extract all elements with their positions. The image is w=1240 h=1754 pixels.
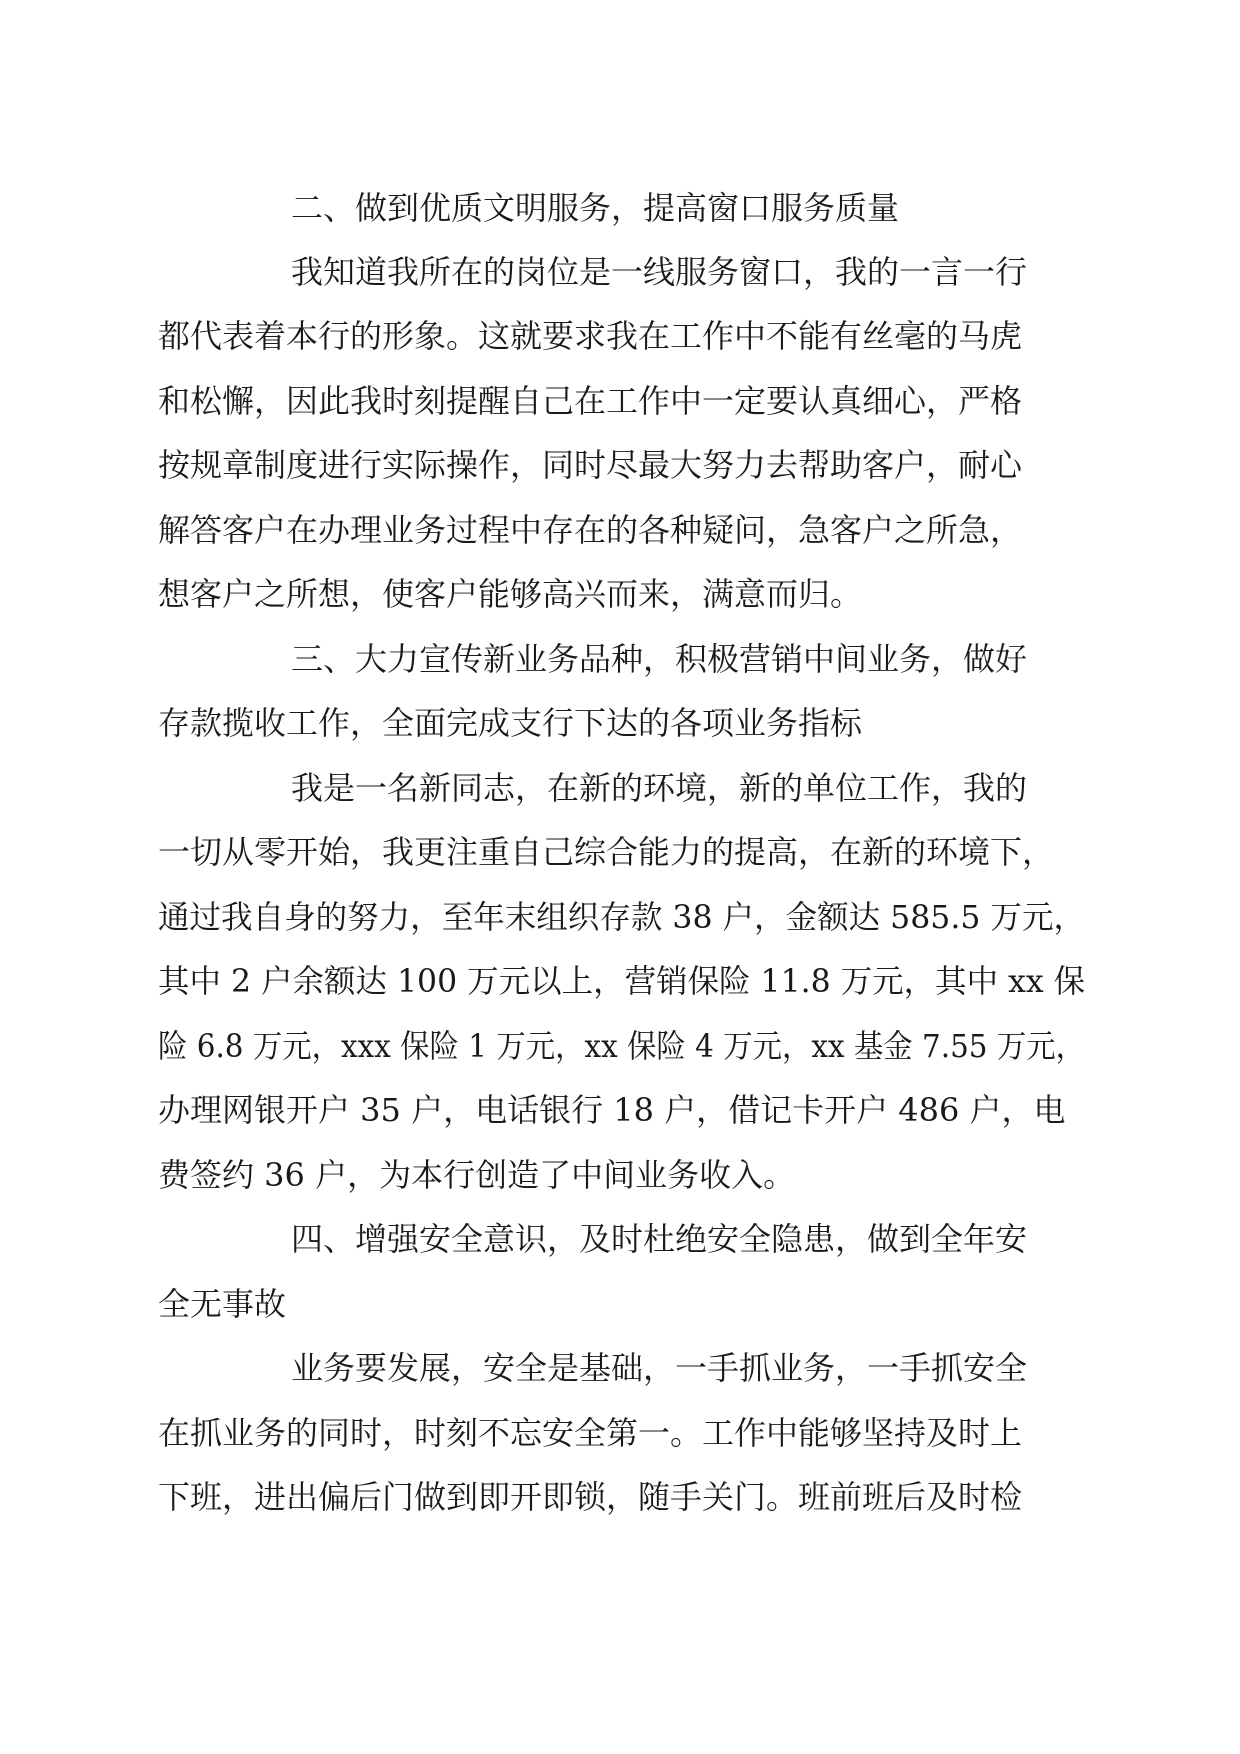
text-line: 险 6.8 万元，xxx 保险 1 万元，xx 保险 4 万元，xx 基金 7.55 万元， <box>158 1027 1086 1065</box>
text-line: 存款揽收工作，全面完成支行下达的各项业务指标 <box>158 704 863 742</box>
text-line: 二、做到优质文明服务，提高窗口服务质量 <box>291 189 900 227</box>
paragraph-line <box>0 311 1240 361</box>
text-line: 解答客户在办理业务过程中存在的各种疑问，急客户之所急， <box>158 511 1023 549</box>
paragraph-line <box>0 1085 1240 1135</box>
text-line: 办理网银开户 35 户，电话银行 18 户，借记卡开户 486 户，电 <box>158 1091 1066 1129</box>
paragraph-line <box>0 956 1240 1006</box>
text-line: 三、大力宣传新业务品种，积极营销中间业务，做好 <box>291 640 1028 678</box>
text-line: 按规章制度进行实际操作，同时尽最大努力去帮助客户，耐心 <box>158 446 1023 484</box>
paragraph-line <box>0 763 1240 813</box>
text-line: 业务要发展，安全是基础，一手抓业务，一手抓安全 <box>291 1349 1028 1387</box>
text-line: 下班，进出偏后门做到即开即锁，随手关门。班前班后及时检 <box>158 1478 1023 1516</box>
paragraph-line <box>0 569 1240 619</box>
paragraph-line <box>0 1150 1240 1200</box>
paragraph-line <box>0 892 1240 942</box>
section-heading-3 <box>0 634 1240 684</box>
paragraph-line <box>0 1343 1240 1393</box>
text-line: 我知道我所在的岗位是一线服务窗口，我的一言一行 <box>291 253 1028 291</box>
text-line: 费签约 36 户，为本行创造了中间业务收入。 <box>158 1156 796 1194</box>
paragraph-line <box>0 440 1240 490</box>
text-line: 其中 2 户余额达 100 万元以上，营销保险 11.8 万元，其中 xx 保 <box>158 962 1086 1000</box>
text-line: 想客户之所想，使客户能够高兴而来，满意而归。 <box>158 575 863 613</box>
text-line: 一切从零开始，我更注重自己综合能力的提高，在新的环境下， <box>158 833 1055 871</box>
text-line: 通过我自身的努力，至年末组织存款 38 户，金额达 585.5 万元， <box>158 898 1086 936</box>
paragraph-line <box>0 1408 1240 1458</box>
section-heading-4 <box>0 1214 1240 1264</box>
paragraph-line <box>0 505 1240 555</box>
section-heading-4-cont <box>0 1279 1240 1329</box>
paragraph-line <box>0 1021 1240 1071</box>
text-line: 全无事故 <box>158 1285 287 1323</box>
text-line: 四、增强安全意识，及时杜绝安全隐患，做到全年安 <box>291 1220 1028 1258</box>
paragraph-line <box>0 376 1240 426</box>
text-line: 和松懈，因此我时刻提醒自己在工作中一定要认真细心，严格 <box>158 382 1023 420</box>
paragraph-line <box>0 827 1240 877</box>
text-line: 都代表着本行的形象。这就要求我在工作中不能有丝毫的马虎 <box>158 317 1023 355</box>
section-heading-3-cont <box>0 698 1240 748</box>
paragraph-line <box>0 1472 1240 1522</box>
text-line: 在抓业务的同时，时刻不忘安全第一。工作中能够坚持及时上 <box>158 1414 1023 1452</box>
text-line: 我是一名新同志，在新的环境，新的单位工作，我的 <box>291 769 1028 807</box>
section-heading-2 <box>0 183 1240 233</box>
paragraph-line <box>0 247 1240 297</box>
